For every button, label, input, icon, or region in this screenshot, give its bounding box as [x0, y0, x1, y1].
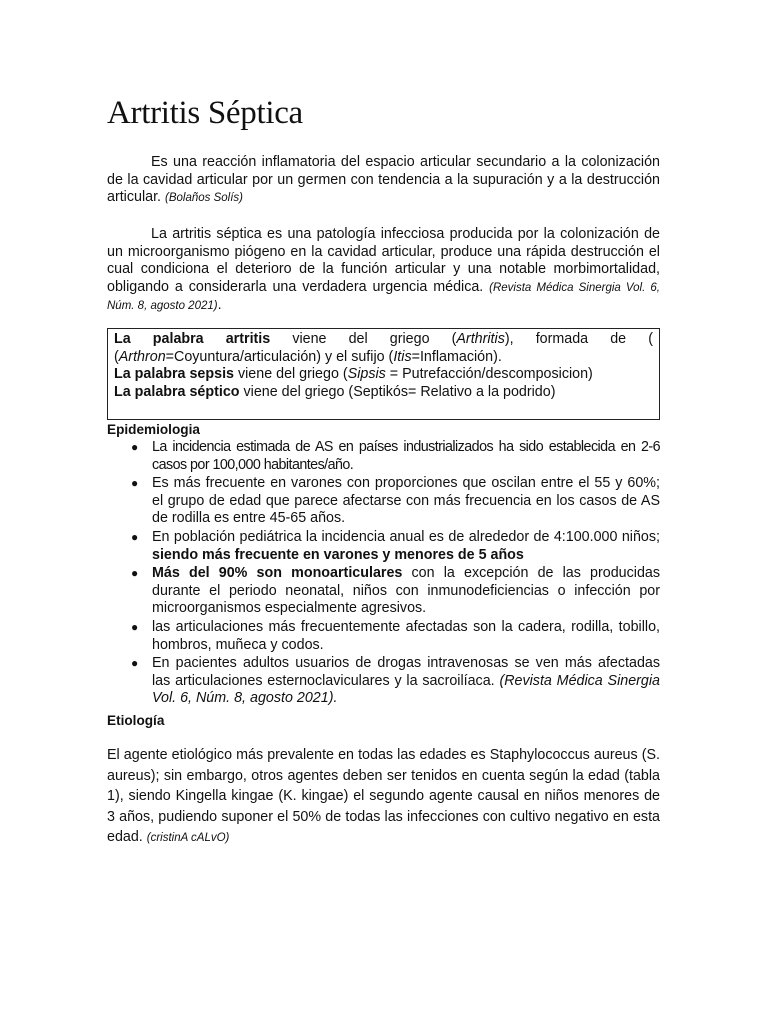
list-item-emphasis: Más del 90% son monoarticulares [152, 565, 403, 582]
definition-text: = Putrefacción/descomposicion) [385, 366, 593, 383]
list-item [107, 439, 660, 474]
bullet-icon: ● [131, 440, 138, 454]
list-item-text: las articulaciones más frecuentemente afectadas son la cadera, rodilla, tobillo, hombros, muñeca y codos. [152, 618, 660, 653]
bullet-icon: ● [131, 566, 139, 581]
bullet-icon: ● [131, 476, 139, 491]
list-item-text: con la excepción de las producidas durante el periodo neonatal, niños con inmunodeficiencias o infección por microorganismos especialmente agresivos. [152, 565, 660, 617]
intro-text: Es una reacción inflamatoria del espacio articular secundario a la colonización de la cavidad articular por un germen con tendencia a la supuración y a la destrucción articular. [107, 154, 660, 206]
definition-italic: Sipsis [347, 366, 386, 383]
list-item [107, 655, 660, 708]
definition-sepsis [114, 366, 653, 384]
intro-citation: (Bolaños Solís) [165, 192, 244, 205]
bullet-icon: ● [131, 529, 139, 544]
list-item-text: La incidencia estimada de AS en países industrializados ha sido establecida en 2-6 casos por 100,000 habitantes/año. [152, 439, 660, 473]
bullet-icon: ● [131, 656, 139, 671]
etiology-text: El agente etiológico más prevalente en todas las edades es Staphylococcus aureus (S. aureus); sin embargo, otros agentes deben ser tenidos en cuenta según la edad (tabla 1), siendo Kingella kingae (K. kingae) el segundo agente causal en niños menores de 3 años, pudiendo suponer el 50% de todas las infecciones con cultivo negativo en esta edad. [107, 747, 660, 845]
document-title: Artritis Séptica [107, 95, 303, 131]
definition-text: ), formada de ( [504, 331, 653, 347]
etiology-heading: Etiología [107, 713, 165, 728]
definition-term: La palabra sepsis [114, 366, 234, 383]
list-item-text: En población pediátrica la incidencia anual es de alrededor de 4:100.000 niños; [152, 528, 660, 545]
definition-italic: Arthritis [456, 331, 505, 347]
definition-text: viene del griego ( [234, 366, 348, 383]
list-item [107, 565, 660, 618]
definition-text: =Inflamación). [411, 348, 502, 365]
list-item-text: En pacientes adultos usuarios de drogas intravenosas se ven más afectadas las articulaciones esternoclaviculares y la sacroilíaca. [152, 655, 660, 689]
definition-term: La palabra séptico [114, 383, 240, 400]
list-item-text: Es más frecuente en varones con proporciones que oscilan entre el 55 y 60%; el grupo de edad que parece afectarse con más frecuencia en los casos de AS de rodilla es entre 45-65 años. [152, 475, 660, 527]
definition-term: La palabra artritis [114, 331, 271, 347]
bullet-icon: ● [131, 619, 139, 634]
definition-artritis [114, 331, 653, 349]
epidemiology-list [107, 439, 660, 709]
definition-italic: Arthron [118, 348, 166, 365]
list-item-emphasis: siendo más frecuente en varones y menores de 5 años [152, 546, 524, 563]
definition-text: viene del griego (Septikós= Relativo a la podrido) [239, 383, 556, 400]
definitions-box [107, 328, 660, 420]
list-item [107, 619, 660, 654]
second-paragraph-citation: (Revista Médica Sinergia Vol. 6, Núm. 8, agosto 2021) [107, 281, 660, 313]
epidemiology-heading: Epidemiologia [107, 422, 200, 437]
second-paragraph-text: La artritis séptica es una patología infecciosa producida por la colonización de un microorganismo piógeno en la cavidad articular, produce una rápida destrucción el cual condiciona el deterioro de la función articular y una notable morbimortalidad, obligando a considerarla una verdadera urgencia médica. [107, 226, 660, 295]
etiology-citation: (cristinA cALvO) [146, 832, 230, 844]
definition-artritis-cont: (Arthron=Coyuntura/articulación) y el sufijo (Itis=Inflamación). [114, 348, 502, 365]
list-item-citation: (Revista Médica Sinergia Vol. 6, Núm. 8, agosto 2021). [152, 672, 661, 707]
list-item [107, 529, 660, 564]
intro-paragraph [107, 154, 660, 208]
etiology-paragraph [107, 745, 660, 849]
second-paragraph [107, 226, 660, 316]
definition-italic: Itis [393, 348, 412, 365]
definition-septico [114, 384, 653, 402]
list-item [107, 475, 660, 528]
definition-text: =Coyuntura/articulación) y el sufijo ( [165, 348, 394, 365]
second-paragraph-end: . [217, 297, 222, 314]
definition-text: viene del griego ( [270, 331, 457, 347]
